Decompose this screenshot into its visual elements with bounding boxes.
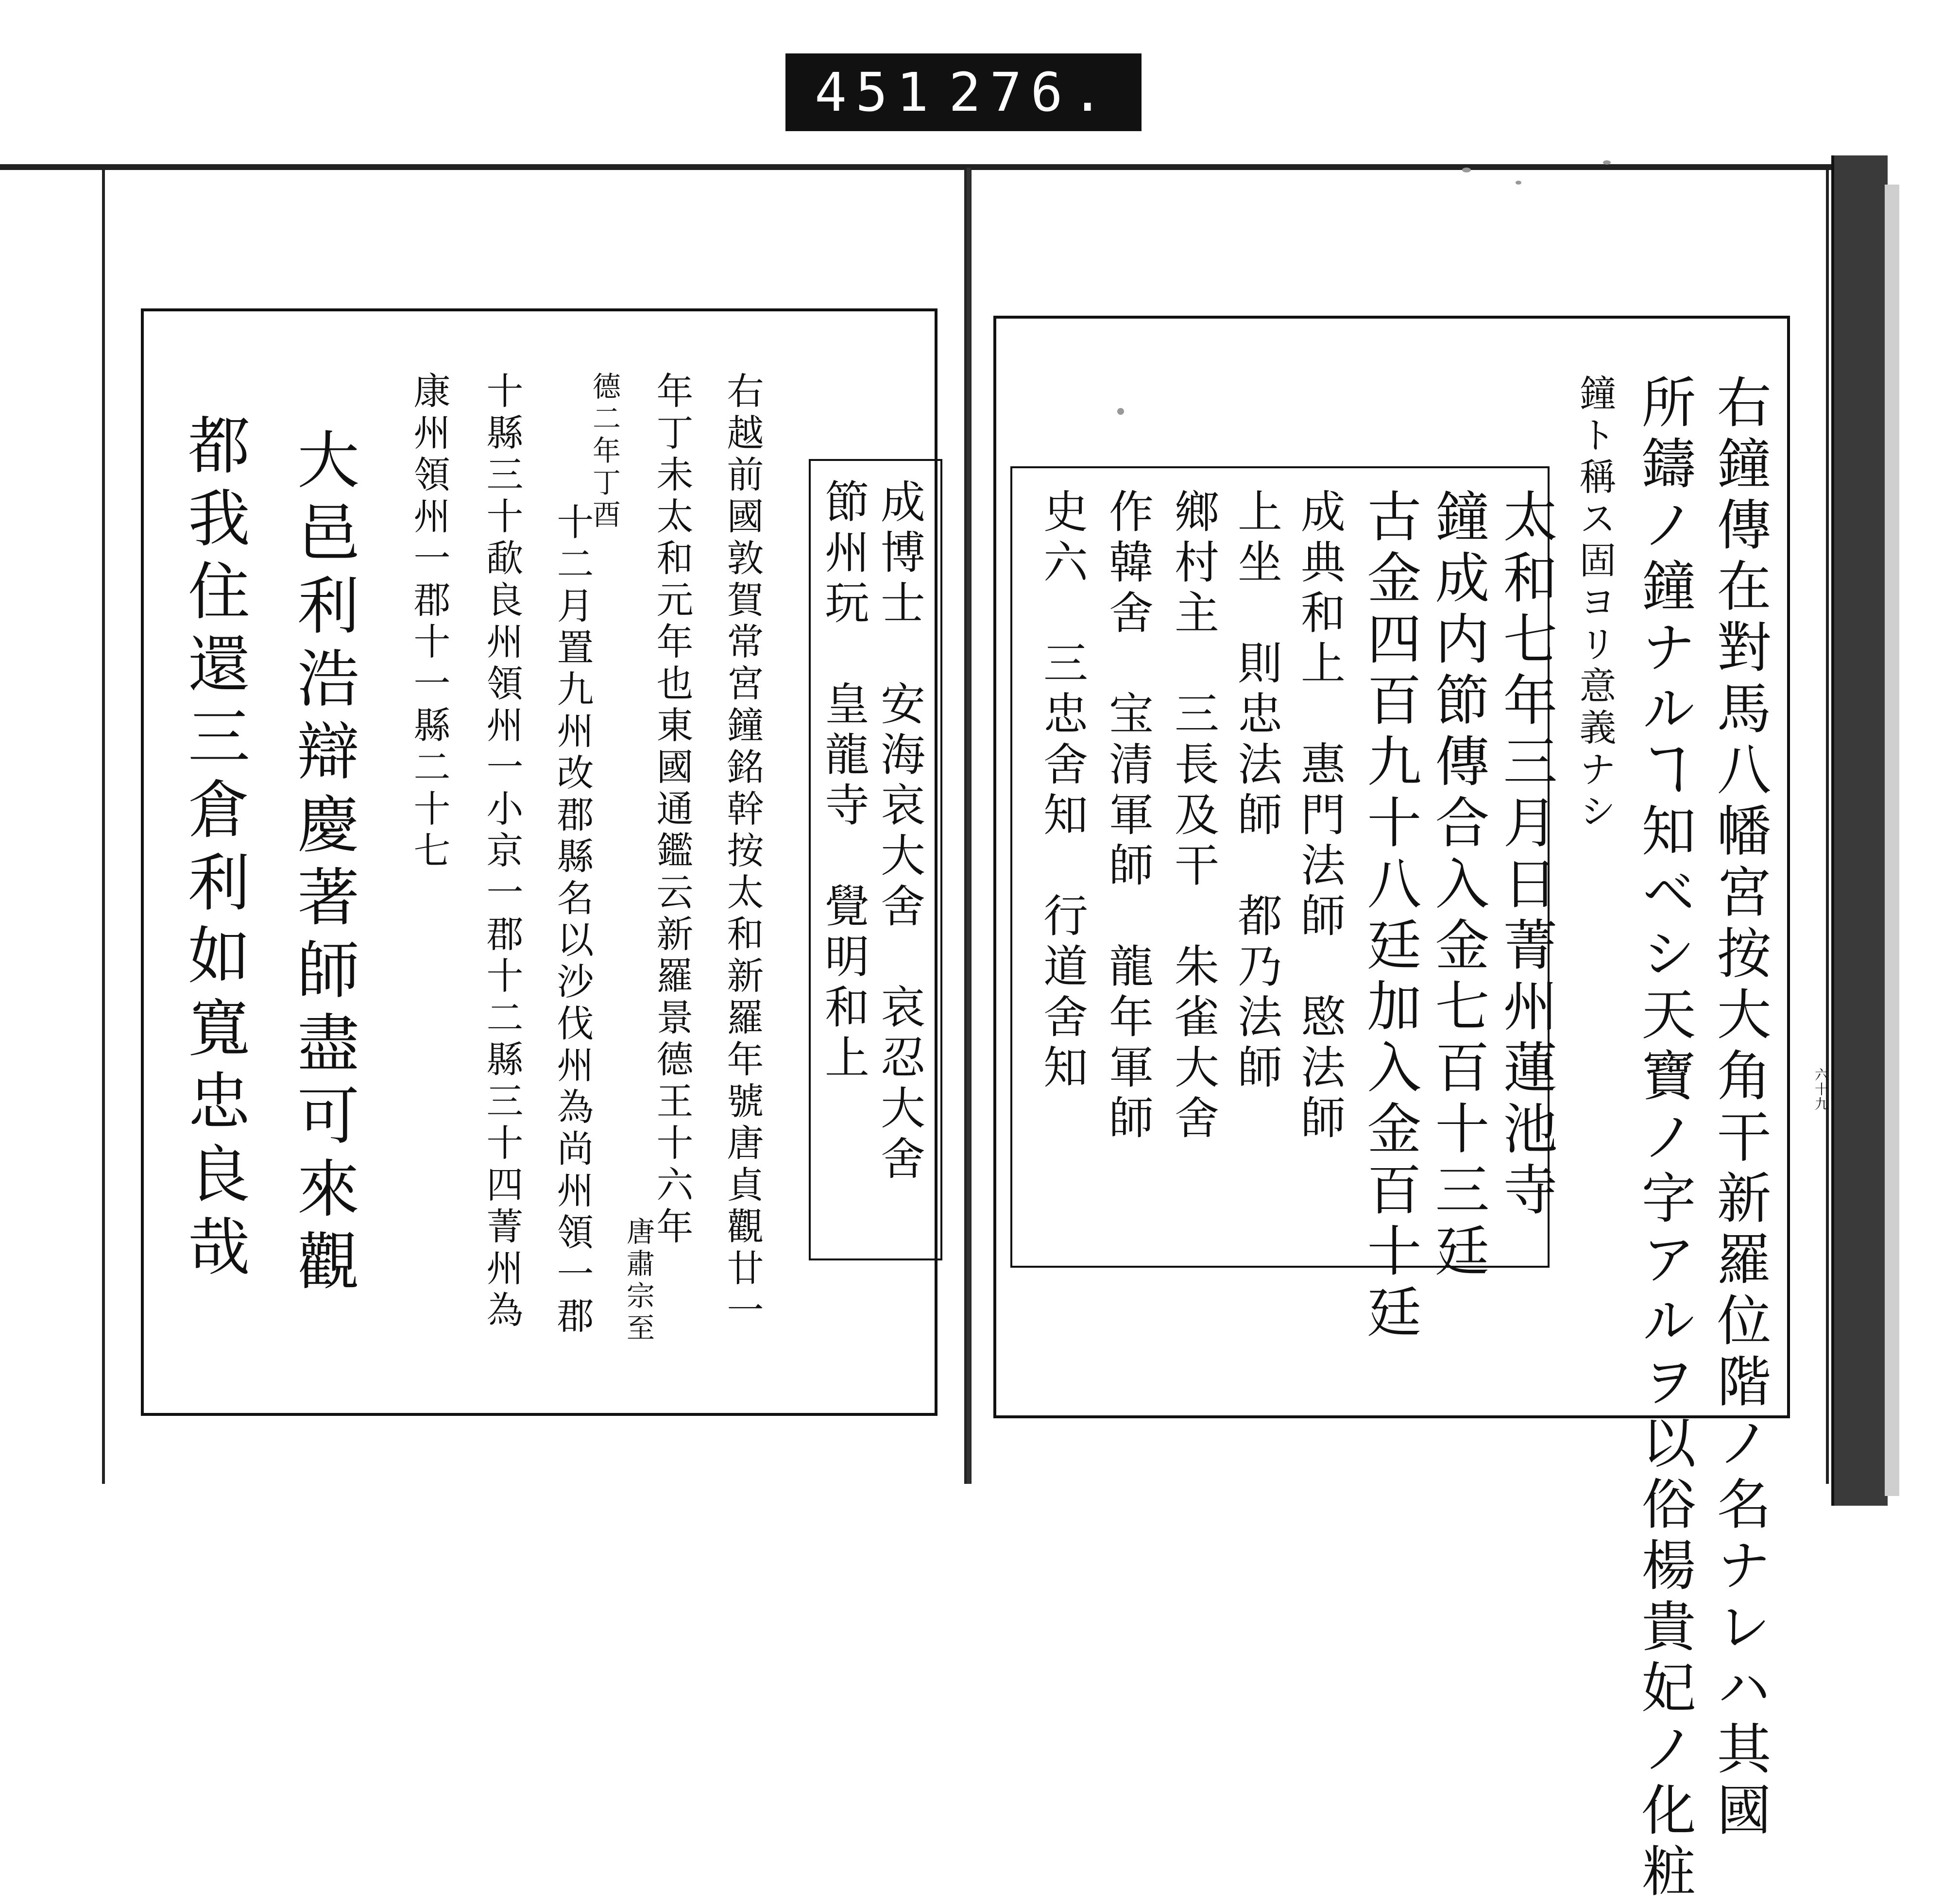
archive-label-left: 451 [815,61,937,123]
left-commentary-col-3: 十二月置九州改郡縣名以沙伐州為尚州領一郡 [551,503,594,1338]
scan-speckle [1117,408,1124,415]
archive-label [785,53,1142,131]
left-note-1: 唐肅宗至 [622,1217,655,1345]
left-commentary-col-5: 康州領州一郡十一縣二十七 [408,372,451,873]
page-number: 六十九 [1813,1068,1829,1111]
left-large-col-2: 都我住還三倉利如寬忠良哉 [177,413,250,1287]
left-large-col-1: 大邑利浩辯慶著師盡可來觀 [287,427,359,1302]
left-commentary-col-4: 十縣三十歃良州領州一小京一郡十二縣三十四菁州為 [480,372,524,1332]
inscription-col-6: 鄉村主 三長及干 朱雀大舍 [1167,488,1219,1145]
left-note-2: 德二年丁酉 [588,372,621,532]
inscription-col-8: 史六 三忠舍知 行道舍知 [1036,488,1088,1094]
scan-speckle [1603,160,1611,165]
inscription-col-3: 古金四百九十八廷加入金百十廷 [1358,488,1421,1345]
left-box-col-1: 成博士 安海哀大舍 哀忍大舍 [873,478,925,1186]
right-commentary-col-3: 鐘ト稱ス固ヨリ意義ナシ [1573,374,1617,833]
left-commentary-col-2: 年丁未太和元年也東國通鑑云新羅景德王十六年 [650,372,694,1249]
book-spine-edge [1885,185,1899,1496]
inscription-col-1: 太和七年三月日菁州蓮池寺 [1494,488,1557,1223]
book-spine [1831,155,1888,1506]
right-commentary-col-1: 右鐘傳在對馬八幡宮按大角干新羅位階ノ名ナレハ其國 [1708,374,1771,1843]
inscription-col-5: 上坐 則忠法師 都乃法師 [1230,488,1282,1094]
scan-speckle [1516,181,1521,185]
left-commentary-col-1: 右越前國敦賀常宮鐘銘幹按太和新羅年號唐貞觀廿一 [721,372,764,1332]
inscription-col-2: 鐘成内節傳合入金七百十三廷 [1426,488,1489,1284]
archive-label-right: 276. [949,61,1112,123]
left-box-col-2: 節州玩 皇龍寺 覺明和上 [818,478,869,1085]
inscription-col-7: 作韓舍 宝清軍師 龍年軍師 [1102,488,1154,1145]
inscription-col-4: 成典和上 惠門法師 愍法師 [1294,488,1346,1145]
scan-speckle [1462,168,1471,172]
book-gutter [967,168,971,1484]
right-commentary-col-2: 所鑄ノ鐘ナルヿ知ベシ天寶ノ字アルヲ以俗楊貴妃ノ化粧 [1633,374,1696,1904]
